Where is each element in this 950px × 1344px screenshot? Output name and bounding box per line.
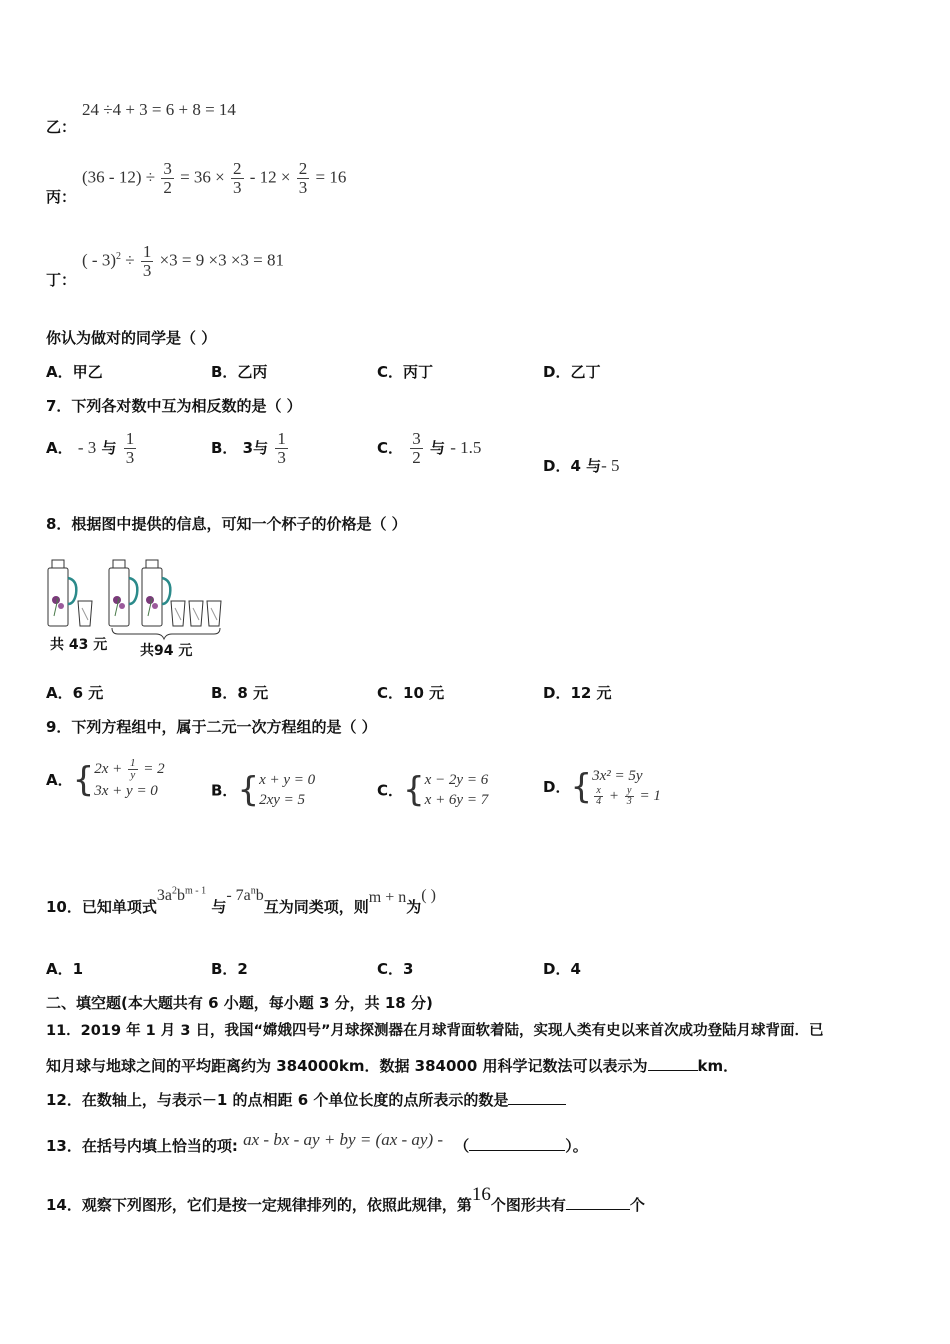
thermos-2: [109, 560, 137, 626]
q13-answer-blank[interactable]: [469, 1150, 565, 1151]
q7-option-a[interactable]: A． - 3 与 $\frac{1}{3}$: [46, 429, 135, 467]
q8-stem: 8．根据图中提供的信息，可知一个杯子的价格是（ ）: [46, 515, 407, 533]
q9-stem: 9．下列方程组中，属于二元一次方程组的是（ ）: [46, 718, 377, 736]
thermos-1: [48, 560, 76, 626]
cup-4: [207, 601, 221, 626]
q13-text: 13．在括号内填上恰当的项: ax - bx - ay + by = (ax - ay) - （ ）。: [46, 1130, 588, 1155]
q9-option-a[interactable]: A．{ 2x + $\frac{1}{y}$ = 2 3x + y = 0: [46, 757, 165, 800]
q10-option-b[interactable]: B．2: [211, 960, 248, 978]
q6-option-b[interactable]: B．乙丙: [211, 363, 268, 381]
cup-2: [171, 601, 185, 626]
q6-option-c[interactable]: C．丙丁: [377, 363, 434, 381]
q9-option-c[interactable]: C．{ x − 2y = 6 x + 6y = 7: [377, 770, 489, 810]
bing-expression: (36 - 12) ÷ $\frac{3}{2}$ = 36 × $\frac{2}{3}$ - 12 × $\frac{2}{3}$ = 16: [82, 159, 347, 197]
q11-line-1: 11．2019 年 1 月 3 日，我国“嫦娥四号”月球探测器在月球背面软着陆，实现人类有史以来首次成功登陆月球背面．已: [46, 1023, 824, 1039]
q8-option-c[interactable]: C．10 元: [377, 684, 445, 702]
ding-expression: ( - 3)$^2$ ÷ $\frac{1}{3}$ ×3 = 9 ×3 ×3 = 81: [82, 242, 285, 280]
ding-label: 丁：: [46, 271, 77, 289]
cup-3: [189, 601, 203, 626]
q11-answer-blank[interactable]: [648, 1070, 698, 1071]
q6-option-d[interactable]: D．乙丁: [543, 363, 601, 381]
q6-prompt: 你认为做对的同学是（ ）: [46, 329, 217, 347]
q12-answer-blank[interactable]: [508, 1104, 566, 1105]
section-2-heading: 二、填空题(本大题共有 6 小题，每小题 3 分，共 18 分): [46, 994, 433, 1012]
q10-option-c[interactable]: C．3: [377, 960, 414, 978]
thermos-3: [142, 560, 170, 626]
q7-option-d[interactable]: D．4 与- 5: [543, 456, 620, 475]
q8-option-a[interactable]: A．6 元: [46, 684, 104, 702]
q14-answer-blank[interactable]: [566, 1209, 630, 1210]
q8-caption-1: 共 43 元: [50, 637, 108, 653]
q8-option-d[interactable]: D．12 元: [543, 684, 612, 702]
q10-option-a[interactable]: A．1: [46, 960, 84, 978]
q9-option-d[interactable]: D．{ 3x² = 5y $\frac{x}{4}$ + $\frac{y}{3}$ = 1: [543, 766, 661, 808]
q11-line-2: 知月球与地球之间的平均距离约为 384000km．数据 384000 用科学记数法可以表示为 km．: [46, 1057, 739, 1075]
q9-option-b[interactable]: B．{ x + y = 0 2xy = 5: [211, 770, 316, 810]
q12-text: 12．在数轴上，与表示－1 的点相距 6 个单位长度的点所表示的数是: [46, 1089, 566, 1110]
q10-option-d[interactable]: D．4: [543, 960, 581, 978]
q7-option-c[interactable]: C． $\frac{3}{2}$ 与 - 1.5: [377, 429, 482, 467]
yi-expression: 24 ÷4 + 3 = 6 + 8 = 14: [82, 100, 236, 119]
q8-caption-2: 共94 元: [140, 643, 193, 659]
q7-option-b[interactable]: B． 3与 $\frac{1}{3}$: [211, 429, 286, 467]
q7-stem: 7．下列各对数中互为相反数的是（ ）: [46, 397, 302, 415]
q10-stem: 10．已知单项式$3a^2b^{m - 1}$ 与- $7a^nb$互为同类项，则m + n为( ): [46, 885, 436, 916]
q14-text: 14．观察下列图形，它们是按一定规律排列的，依照此规律，第16个图形共有 个: [46, 1184, 645, 1214]
cup-1: [78, 601, 92, 626]
yi-label: 乙：: [46, 118, 77, 136]
group-brace: [112, 628, 220, 639]
q8-option-b[interactable]: B．8 元: [211, 684, 269, 702]
q6-option-a[interactable]: A．甲乙: [46, 363, 103, 381]
bing-label: 丙：: [46, 188, 77, 206]
